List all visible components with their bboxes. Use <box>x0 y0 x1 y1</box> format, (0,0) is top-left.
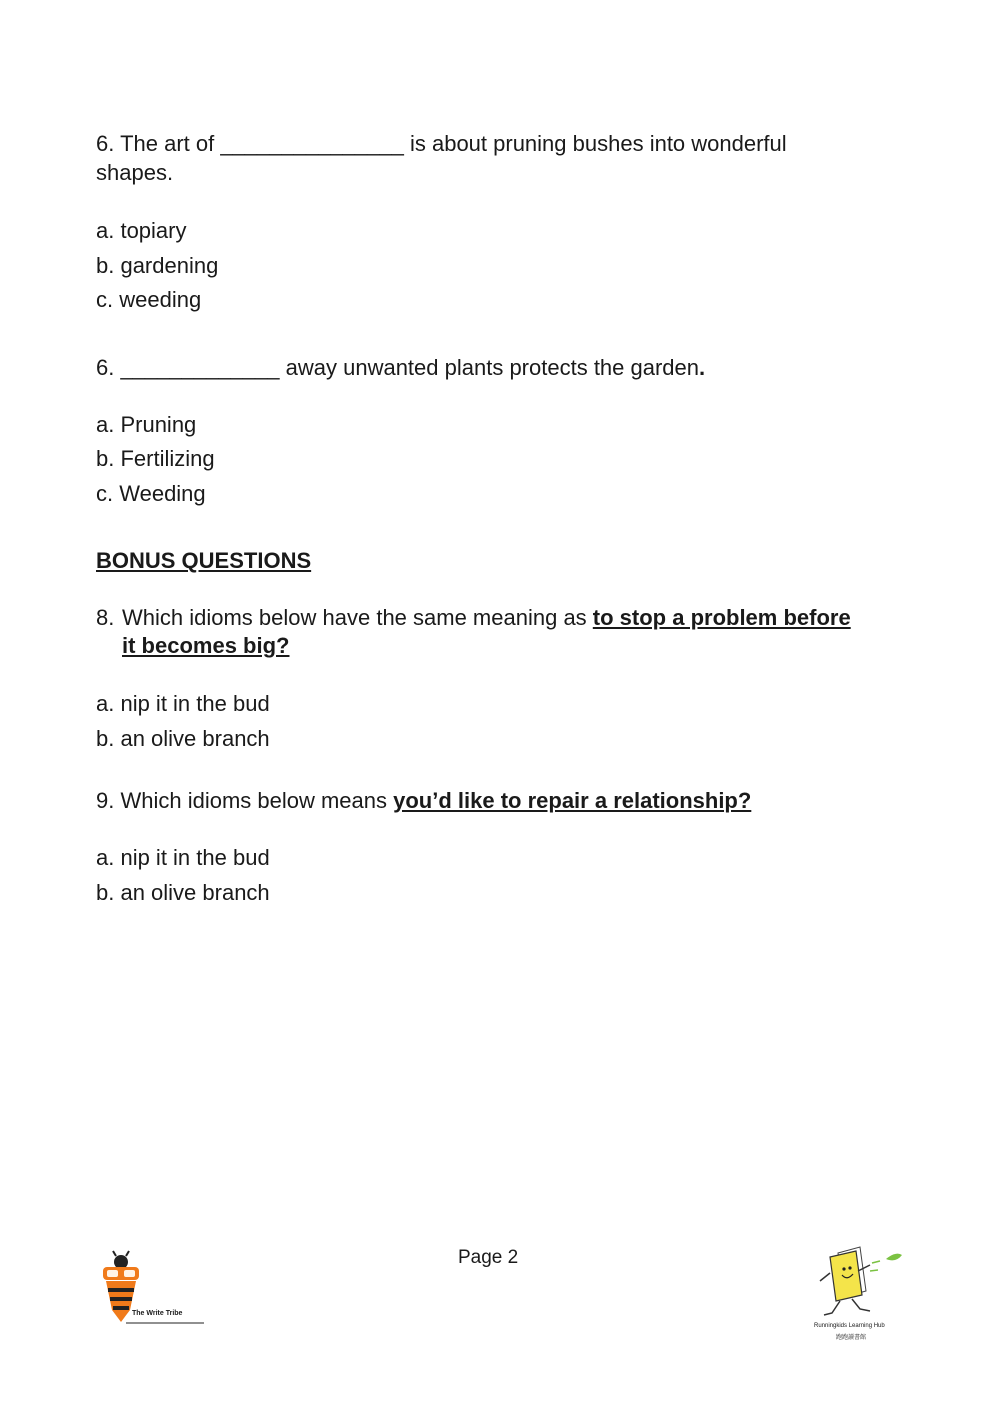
write-tribe-logo <box>96 1250 211 1330</box>
q9-option-a: a. nip it in the bud <box>96 845 270 870</box>
page-number: Page 2 <box>458 1247 519 1268</box>
q9-option-b: b. an olive branch <box>96 880 270 905</box>
q6a-option-c: c. weeding <box>96 287 202 312</box>
question-6a-line1: 6. The art of _______________ is about pruning bushes into wonderful <box>96 131 787 156</box>
question-9-prefix: 9. Which idioms below means <box>96 788 394 813</box>
question-8-prefix: Which idioms below have the same meaning as <box>122 605 593 630</box>
question-9-emphasis: you’d like to repair a relationship? <box>393 788 752 813</box>
q6b-option-c: c. Weeding <box>96 481 206 506</box>
question-8-emphasis-2: it becomes big? <box>122 633 290 658</box>
q6a-option-b: b. gardening <box>96 253 219 278</box>
q6b-option-b: b. Fertilizing <box>96 446 215 471</box>
q6b-option-a: a. Pruning <box>96 412 197 437</box>
question-6b-text: 6. _____________ away unwanted plants protects the garden <box>96 355 700 380</box>
runningkids-logo-subtext: 跑跑讀書館 <box>836 1335 867 1341</box>
q8-option-b: b. an olive branch <box>96 726 270 751</box>
write-tribe-logo-text: The Write Tribe <box>132 1310 183 1317</box>
q8-option-a: a. nip it in the bud <box>96 691 270 716</box>
runningkids-logo-text: Runningkids Learning Hub <box>814 1323 885 1329</box>
question-8-emphasis-1: to stop a problem before <box>592 605 851 630</box>
runningkids-logo <box>812 1243 912 1343</box>
question-6b <box>96 354 705 382</box>
question-6a-line2: shapes. <box>96 160 174 185</box>
bee-icon <box>96 1250 211 1330</box>
running-book-icon <box>812 1243 912 1323</box>
question-8-number: 8. <box>96 605 115 630</box>
question-9 <box>96 787 751 815</box>
bonus-heading: BONUS QUESTIONS <box>96 548 312 573</box>
question-8-line1 <box>122 604 851 632</box>
question-6b-period: . <box>699 355 706 380</box>
q6a-option-a: a. topiary <box>96 218 187 243</box>
